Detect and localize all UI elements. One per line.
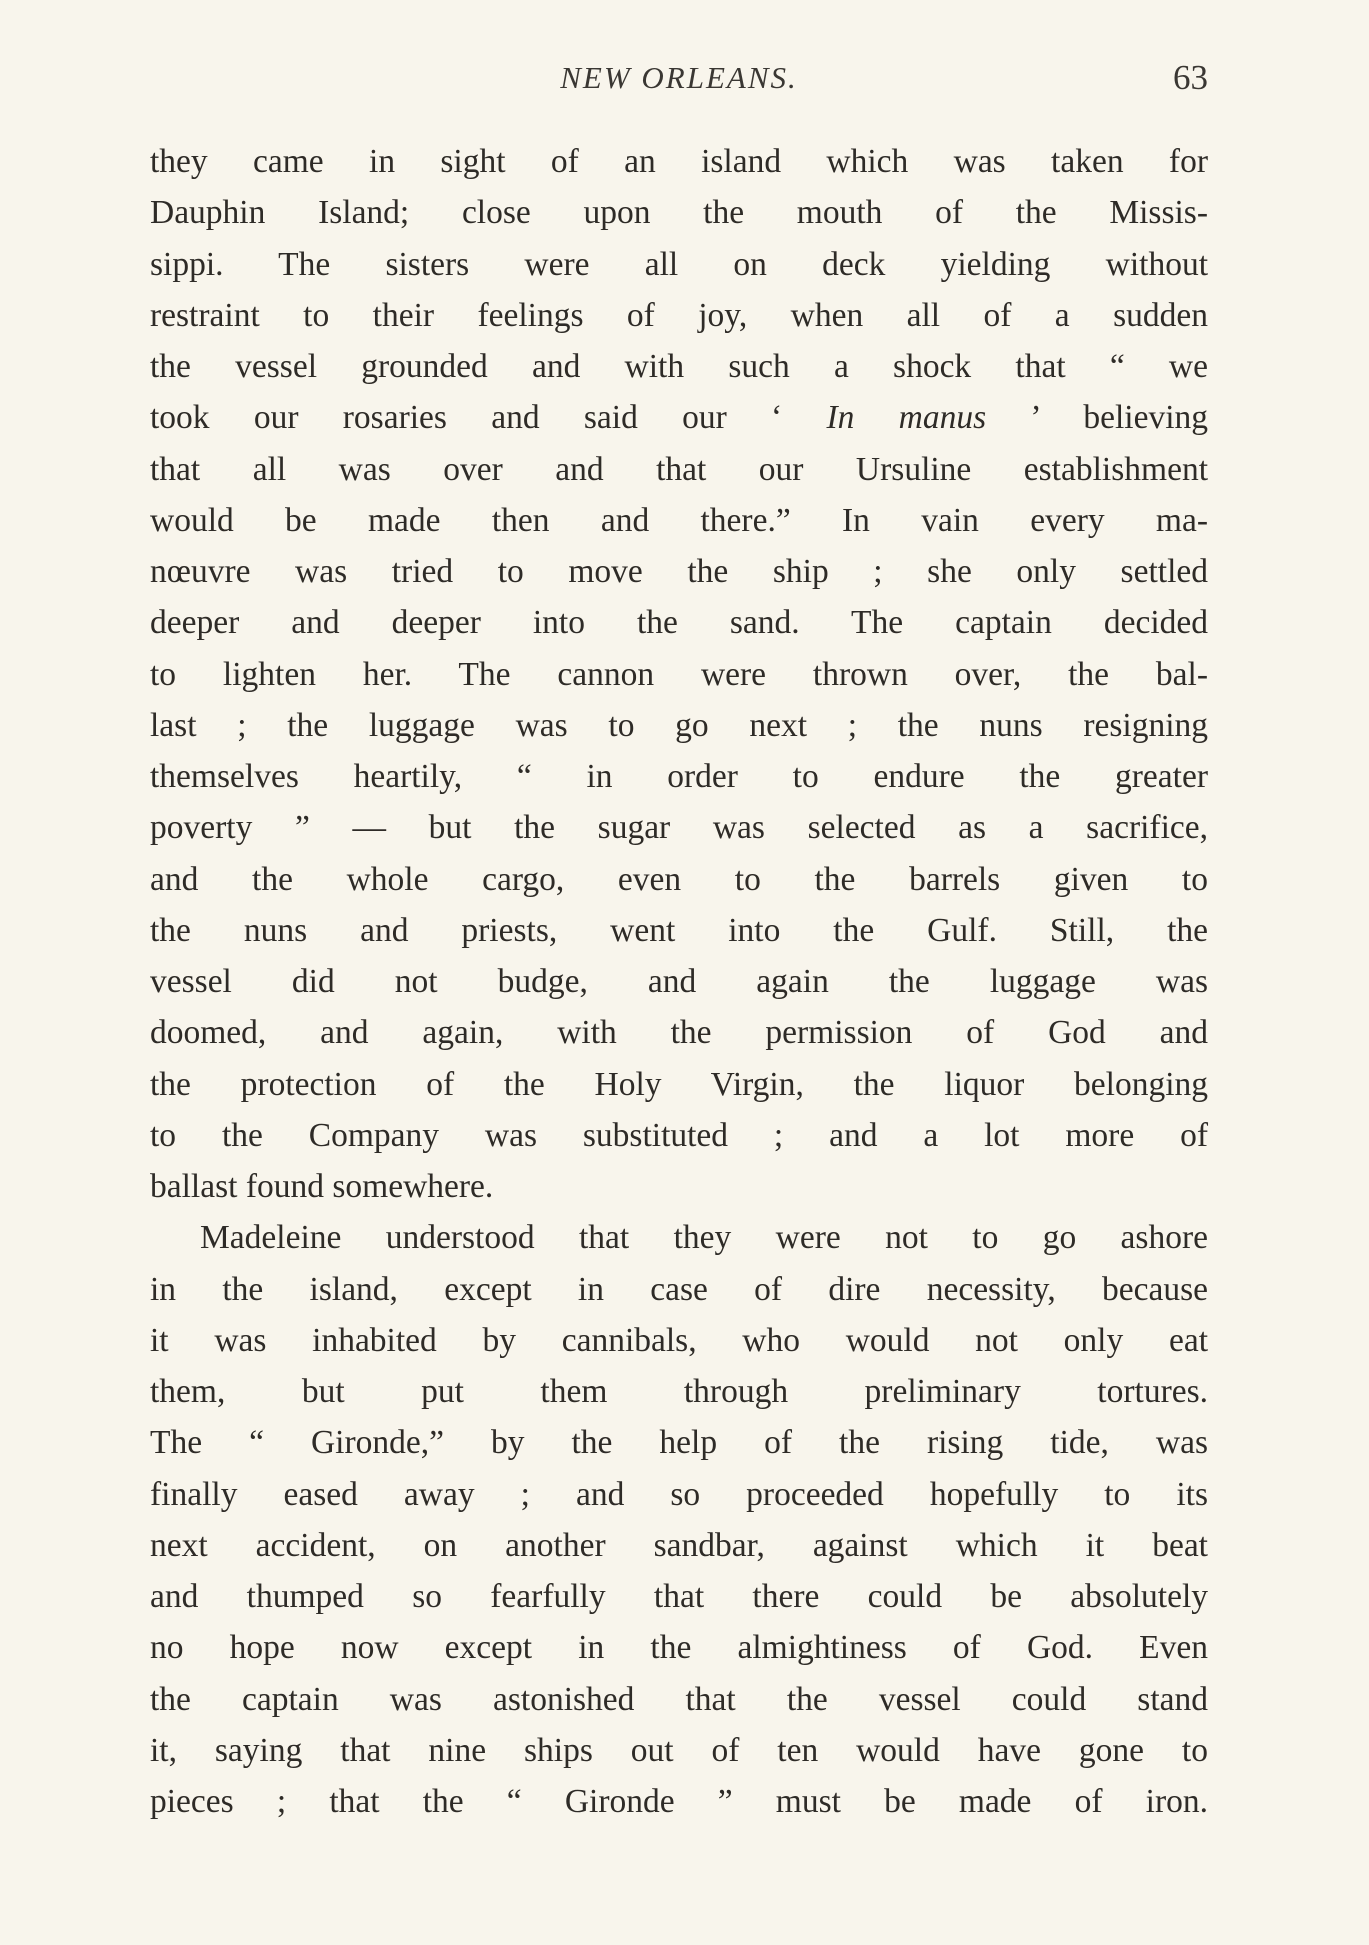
text-line: next accident, on another sandbar, against which it beat [150, 1526, 1208, 1564]
paragraph-end-line: ballast found somewhere. [150, 1168, 494, 1205]
text-line: deeper and deeper into the sand. The captain decided [150, 604, 1208, 642]
text-line: The “ Gironde,” by the help of the rising tide, was [150, 1424, 1208, 1462]
text-segment: took our rosaries and said our ‘ [150, 399, 827, 437]
text-line: to the Company was substituted ; and a lot more of [150, 1116, 1208, 1154]
paragraph-start-line: Madeleine understood that they were not to go ashore [200, 1219, 1208, 1257]
running-head [150, 58, 1208, 98]
text-line: restraint to their feelings of joy, when all of a sudden [150, 296, 1208, 334]
page-number: 63 [1173, 58, 1208, 97]
text-line: and thumped so fearfully that there could be absolutely [150, 1578, 1208, 1615]
text-line: them, but put them through preliminary tortures. [150, 1373, 1208, 1410]
text-line: the protection of the Holy Virgin, the liquor belonging [150, 1065, 1208, 1103]
text-line: it was inhabited by cannibals, who would not only eat [150, 1321, 1208, 1359]
text-line: the captain was astonished that the vessel could stand [150, 1680, 1208, 1718]
text-line: would be made then and there.” In vain every ma- [150, 501, 1208, 539]
text-line: pieces ; that the “ Gironde ” must be made of iron. [150, 1783, 1208, 1820]
text-line: the vessel grounded and with such a shock that “ we [150, 348, 1208, 385]
text-line: nœuvre was tried to move the ship ; she only settled [150, 553, 1208, 590]
text-line: last ; the luggage was to go next ; the nuns resigning [150, 706, 1208, 744]
body-text [150, 136, 1208, 1827]
text-line: and the whole cargo, even to the barrels given to [150, 860, 1208, 898]
text-line: no hope now except in the almightiness of God. Even [150, 1629, 1208, 1667]
running-title: NEW ORLEANS. [560, 60, 798, 95]
text-line: to lighten her. The cannon were thrown over, the bal- [150, 655, 1208, 693]
text-line: doomed, and again, with the permission of God and [150, 1014, 1208, 1052]
text-line: vessel did not budge, and again the luggage was [150, 963, 1208, 1000]
text-line: sippi. The sisters were all on deck yielding without [150, 245, 1208, 283]
text-line: the nuns and priests, went into the Gulf. Still, the [150, 911, 1208, 949]
text-line: poverty ” — but the sugar was selected as a sacrifice, [150, 809, 1208, 847]
text-line: Dauphin Island; close upon the mouth of the Missis- [150, 194, 1208, 232]
text-line [150, 392, 1208, 443]
italic-phrase: In manus [826, 399, 987, 437]
text-line: in the island, except in case of dire necessity, because [150, 1270, 1208, 1308]
text-line: themselves heartily, “ in order to endure the greater [150, 758, 1208, 795]
text-line: it, saying that nine ships out of ten would have gone to [150, 1731, 1208, 1769]
text-line: they came in sight of an island which was taken for [150, 143, 1208, 180]
text-line: finally eased away ; and so proceeded hopefully to its [150, 1475, 1208, 1513]
text-line: that all was over and that our Ursuline establishment [150, 450, 1208, 488]
text-segment: ’ believing [986, 399, 1208, 437]
